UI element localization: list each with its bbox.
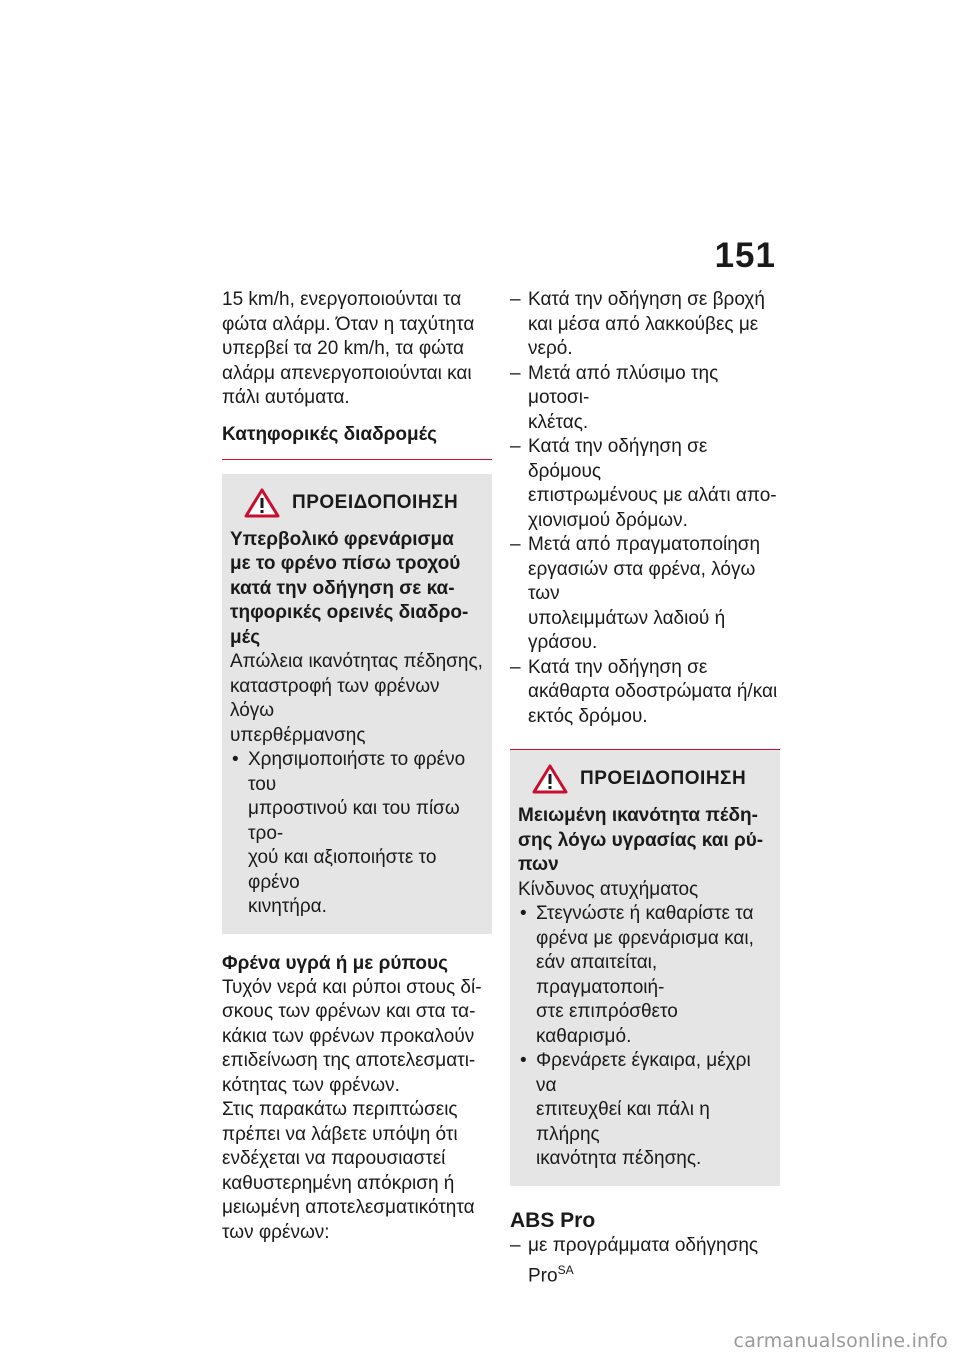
text-line: των φρένων: [222,1221,330,1243]
list-item: – με προγράμματα οδήγησης Pro$^{SA}$ [510,1234,780,1289]
text-line: φώτα αλάρμ. Όταν η ταχύτητα [222,313,475,335]
watermark: carmanualsonline.info [733,1330,948,1352]
warning-bullets [230,748,486,920]
list-item: • Φρενάρετε έγκαιρα, μέχρι να επιτευχθεί και πάλι η πλήρης ικανότητα πέδησης. [518,1049,774,1172]
text-line: Απώλεια ικανότητας πέδησης, [230,651,483,672]
warning-triangle-icon [532,764,568,794]
text-line: σκους των φρένων και στα τα- [222,1001,476,1022]
warning-text: Κίνδυνος ατυχήματος [518,878,699,900]
section-title-wet-brakes: Φρένα υγρά ή με ρύπους [222,952,448,974]
section-title-abs-pro: ABS Pro [510,1208,596,1232]
text-line: μές [230,626,261,648]
list-item: – Μετά από πλύσιμο της μοτοσι- κλέτας. [510,362,780,436]
text-line: αλάρμ απενεργοποιούνται και [222,362,472,384]
text-line: υπερθέρμανσης [230,724,366,746]
text-line: πρέπει να λάβετε υπόψη ότι [222,1123,458,1145]
list-item: • Χρησιμοποιήστε το φρένο του μπροστινού και του πίσω τρο- χού και αξιοποιήστε το φρένο κινητήρα. [230,748,486,920]
warning-box [222,474,492,934]
warning-triangle-icon [244,488,280,518]
list-item: – Κατά την οδήγηση σε ακάθαρτα οδοστρώματα ή/και εκτός δρόμου. [510,656,780,730]
text-line: κότητας των φρένων. [222,1074,400,1096]
warning-header [244,488,486,518]
list-item: • Στεγνώστε ή καθαρίστε τα φρένα με φρενάρισμα και, εάν απαιτείται, πραγματοποιή- στε επιπρόσθετο καθαρισμό. [518,902,774,1049]
text-line: κατά την οδήγηση σε κα- [230,577,455,599]
list-item: – Κατά την οδήγηση σε δρόμους επιστρωμένους με αλάτι απο- χιονισμού δρόμων. [510,435,780,533]
text-line: ενδέχεται να παρουσιαστεί [222,1148,446,1169]
list-item: – Μετά από πραγματοποίηση εργασιών στα φρένα, λόγω των υπολειμμάτων λαδιού ή γράσου. [510,533,780,656]
intro-paragraph [222,288,492,411]
text-line: υπερβεί τα 20 km/h, τα φώτα [222,338,464,359]
warning-subtitle [230,528,486,651]
warning-bullets [518,902,774,1172]
left-column [222,288,492,1245]
text-line: Υπερβολικό φρενάρισμα [230,528,454,550]
text-line: πάλι αυτόματα. [222,387,350,408]
conditions-list [510,288,780,729]
warning-box [510,750,780,1186]
list-item: – Κατά την οδήγηση σε βροχή και μέσα από λακκούβες με νερό. [510,288,780,362]
section-title-downhill: Κατηφορικές διαδρομές [222,423,492,460]
text-line: μειωμένη αποτελεσματικότητα [222,1197,475,1218]
text-line: με το φρένο πίσω τροχού [230,553,461,574]
warning-title: ΠΡΟΕΙΔΟΠΟΙΗΣΗ [292,491,459,513]
text-line: Τυχόν νερά και ρύποι στους δί- [222,976,482,998]
page-number: 151 [714,236,776,275]
text-line: καθυστερημένη απόκριση ή [222,1172,455,1194]
text-line: 15 km/h, ενεργοποιούνται τα [222,289,462,310]
warning-header [532,764,774,794]
wet-brakes-paragraph [222,976,492,1246]
warning-text [230,650,486,748]
text-line: Μειωμένη ικανότητα πέδη- [518,805,758,826]
abs-list [510,1234,780,1289]
warning-subtitle [518,804,774,878]
text-line: Στις παρακάτω περιπτώσεις [222,1099,458,1120]
text-line: σης λόγω υγρασίας και ρύ- [518,829,764,851]
text-line: επιδείνωση της αποτελεσματι- [222,1050,476,1071]
right-column [510,288,780,1289]
text-line: πων [518,854,559,875]
warning-title: ΠΡΟΕΙΔΟΠΟΙΗΣΗ [580,768,747,789]
text-line: καταστροφή των φρένων λόγω [230,675,440,721]
text-line: κάκια των φρένων προκαλούν [222,1025,475,1047]
text-line: τηφορικές ορεινές διαδρο- [230,602,469,623]
